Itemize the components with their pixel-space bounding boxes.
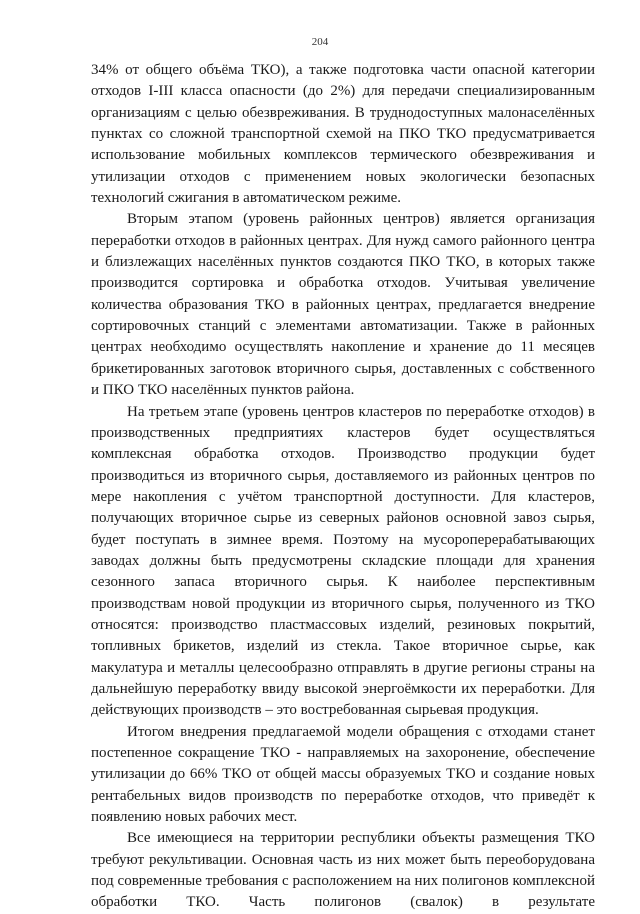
paragraph-recultivation: Все имеющиеся на территории республики объекты размещения ТКО требуют рекультивации. Основная часть из них может быть переоборудована под современные требования с расположением на них полигонов комплексной обработки ТКО. Часть полигонов (свалок) в результате — [91, 830, 595, 911]
paragraph-second-stage: Вторым этапом (уровень районных центров) является организация переработки отходов в районных центрах. Для нужд самого районного центра и близлежащих населённых пунктов создаются ПКО ТКО, в которых также производится сортировка и обработка отходов. Учитывая увеличение количества образования ТКО в районных центрах, предлагается внедрение сортировочных станций с элементами автоматизации. Также в районных центрах необходимо осуществлять накопление и хранение до 11 месяцев брикетированных заготовок вторичного сырья, доставленных с собственного и ПКО ТКО населённых пунктов района. — [91, 211, 595, 399]
page-number: 204 — [311, 36, 329, 48]
body-text — [91, 60, 595, 914]
paragraph-third-stage: На третьем этапе (уровень центров кластеров по переработке отходов) в производственных предприятиях кластеров будет осуществляться комплексная обработка отходов. Производство продукции будет производиться из вторичного сырья, доставляемого из районных центров по мере накопления с учётом транспортной доступности. Для кластеров, получающих вторичное сырье из северных районов основной завоз сырья, будет поступать в зимнее время. Поэтому на мусороперерабатывающих заводах должны быть предусмотрены складские площади для хранения сезонного запаса вторичного сырья. К наиболее перспективным производствам новой продукции из вторичного сырья, полученного из ТКО относятся: производство пластмассовых изделий, резиновых покрытий, топливных брикетов, изделий из стекла. Такое вторичное сырье, как макулатура и металлы целесообразно отправлять в другие регионы страны на дальнейшую переработку ввиду высокой энергоёмкости их переработки. Для действующих производств – это востребованная сырьевая продукция. — [91, 403, 595, 719]
paragraph-outcome: Итогом внедрения предлагаемой модели обращения с отходами станет постепенное сокращение ТКО - направляемых на захоронение, обеспечение утилизации до 66% ТКО от общей массы образуемых ТКО и создание новых рентабельных видов производств по переработке отходов, что приведёт к появлению новых рабочих мест. — [91, 723, 595, 826]
paragraph-continuation: 34% от общего объёма ТКО), а также подготовка части опасной категории отходов I-III класса опасности (до 2%) для передачи специализированным организациям с целью обезвреживания. В труднодоступных малонаселённых пунктах со сложной транспортной схемой на ПКО ТКО предусматривается использование мобильных комплексов термического обезвреживания и утилизации отходов с применением новых экологически безопасных технологий сжигания в автоматическом режиме. — [91, 62, 595, 207]
